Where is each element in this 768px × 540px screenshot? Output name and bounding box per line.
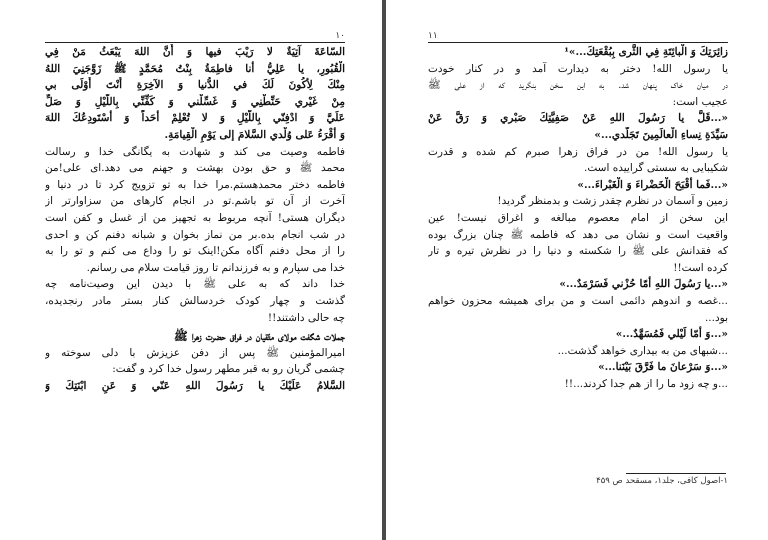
text-line: شکیبایی به سستی گراییده است. (584, 162, 728, 175)
text-line: واقعیت است و نشان می دهد که فاطمه ﷺ چنان بزرگ بوده (428, 228, 728, 241)
left-page-body (45, 44, 345, 394)
text-line: محمد ﷺ و حق بودن بهشت و جهنم می دهد.ای علی!من (45, 162, 345, 175)
text-line: کرده است!! (673, 261, 728, 274)
text-line: زمین و آسمان در نظرم چقدر زشت و بدمنظر گردید! (497, 195, 728, 208)
text-line: در میان خاک پنهان شد. به این سخن بنگرید که از علی ﷺ (428, 79, 728, 92)
text-line: مِنْكَ لِأكُونَ لَكَ في الدُّنيا وَ الآخِرَةِ أَنْتَ أَوْلَى بي (45, 79, 345, 92)
text-line: یا رسول الله! من در فراق زهرا صبرم کم شده و قدرت (428, 145, 728, 158)
text-line: «...وَ سَرْعانَ ما فَرَّقَ بَيْنَنا...» (598, 361, 728, 374)
text-line: وَ أقْرَءُ عَلى وُلْدي السَّلامَ إلى يَوْمِ الْقِيامَةِ. (164, 128, 345, 141)
text-line: امیرالمؤمنین ﷺ پس از دفن عزیزش با دلی سوخته و (45, 346, 345, 359)
text-line: خدا می سپارم و به فرزندانم تا روز قیامت سلام می رسانم. (86, 261, 345, 274)
right-page-header (428, 28, 728, 43)
text-line: عَلَيَّ وَ ادْفِنّي بِاللَّيْلِ وَ لا تُعْلِمْ أحَداً وَ أسْتَودِعُكَ اللهَ (45, 112, 345, 125)
text-line: خدا داند که به علی ﷺ با دیدن این وصیت‌نامه چه (45, 278, 345, 291)
text-line: السّاعَةَ آتِيَةٌ لا رَيْبَ فيها وَ أَنَّ اللهَ يَبْعَثُ مَنْ فِي (45, 46, 345, 58)
text-line: ...شبهای من به بیداری خواهد گذشت... (557, 344, 728, 357)
section-heading: جملات شگفت مولای متّقیان در فراق حضرت زهرا ﷺ (173, 329, 345, 344)
right-page (386, 0, 768, 540)
text-line: فاطمه وصیت می کند و شهادت به یگانگی خدا و رسالت (45, 145, 345, 158)
text-line: مِنْ غَيْري حَنِّطْنِي وَ غَسِّلْني وَ كَفِّنِّي بِاللَّيْلِ وَ صَلِّ (45, 95, 345, 108)
text-line: بود... (704, 311, 728, 324)
text-line: گذشت و چهار کودک خردسالش کنار بستر مادر رنجدیده، (45, 294, 345, 307)
text-line: ...و چه زود ما را از هم جدا کردند...!! (564, 377, 728, 390)
right-page-body (428, 44, 728, 392)
text-line: که فقدانش علی ﷺ را شکسته و دنیا را در نظرش تیره و تار (428, 245, 728, 258)
text-line: چشمی گریان رو به قبر مطهر رسول خدا کرد و گفت: (112, 363, 345, 376)
text-line: سَيِّدَةِ نِساءِ الْعالَمِينَ تَجَلُّدي...» (594, 128, 728, 141)
left-page-number: ۱۰ (335, 31, 345, 41)
footnote-rule (626, 473, 726, 474)
left-page (0, 0, 382, 540)
text-line: «...قَلَّ يا رَسُولَ اللهِ عَنْ صَفِيَّتِكَ صَبْري وَ رَقَّ عَنْ (428, 112, 728, 125)
text-line: عجیب است: (672, 95, 728, 108)
footnote: ۱-اصول کافی، جلد۱، مسقحد ص ۴۵۹ (596, 476, 728, 486)
left-page-header (45, 28, 345, 43)
text-line: «...يا رَسُولَ اللهِ أمّا حُزْني فَسَرْمَدٌ...» (559, 278, 728, 291)
text-line: را از محل دفنم آگاه مکن!اینک تو را وداع می کنم و تو را به (45, 245, 345, 258)
text-line: این سخن از امام معصوم مبالغه و اغراق نیست! عین (428, 211, 728, 224)
text-line: دیگران هستی! آنچه مربوط به تجهیز من از غسل و کفن است (45, 211, 345, 224)
text-line: چه حالی داشتند!! (267, 311, 345, 324)
right-page-number: ۱۱ (428, 31, 438, 41)
text-line: فاطمه دختر محمدهستم.مرا خدا به تو تزویج کرد تا در دنیا و (45, 178, 345, 191)
text-line: السَّلامُ عَلَيْكَ يا رَسُولَ اللهِ عَنّي وَ عَنِ ابْنَتِكَ وَ (45, 379, 345, 392)
text-line: الْقُبُورِ، يا عَلِيُّ أنا فاطِمَةُ بِنْتُ مُحَمَّدٍ ﷺ زَوَّجَنِيَ اللهُ (45, 62, 345, 75)
text-line: «...وَ أمّا لَيْلي فَمُسَهَّدٌ...» (615, 328, 728, 341)
text-line: در شب انجام بده.بر من نماز بخوان و شبانه دفنم کن و احدی (45, 228, 345, 241)
text-line: آخرت از آن تو باشم.تو در انجام کارهای من سزاوارتر از (45, 195, 345, 208)
text-line: ...غصه و اندوهم دائمی است و من برای همیشه محزون خواهم (428, 294, 728, 307)
text-line: «...فَما أقْبَحَ الْخَضْراءَ وَ الْغَبْراءَ...» (577, 178, 728, 191)
text-line: زائِرَتِكَ وَ الْبائِتَةِ فِي الثَّرى بِبُقْعَتِكَ...»¹ (564, 46, 728, 58)
text-line: یا رسول الله! دختر به دیدارت آمد و در کنار خودت (428, 62, 728, 75)
